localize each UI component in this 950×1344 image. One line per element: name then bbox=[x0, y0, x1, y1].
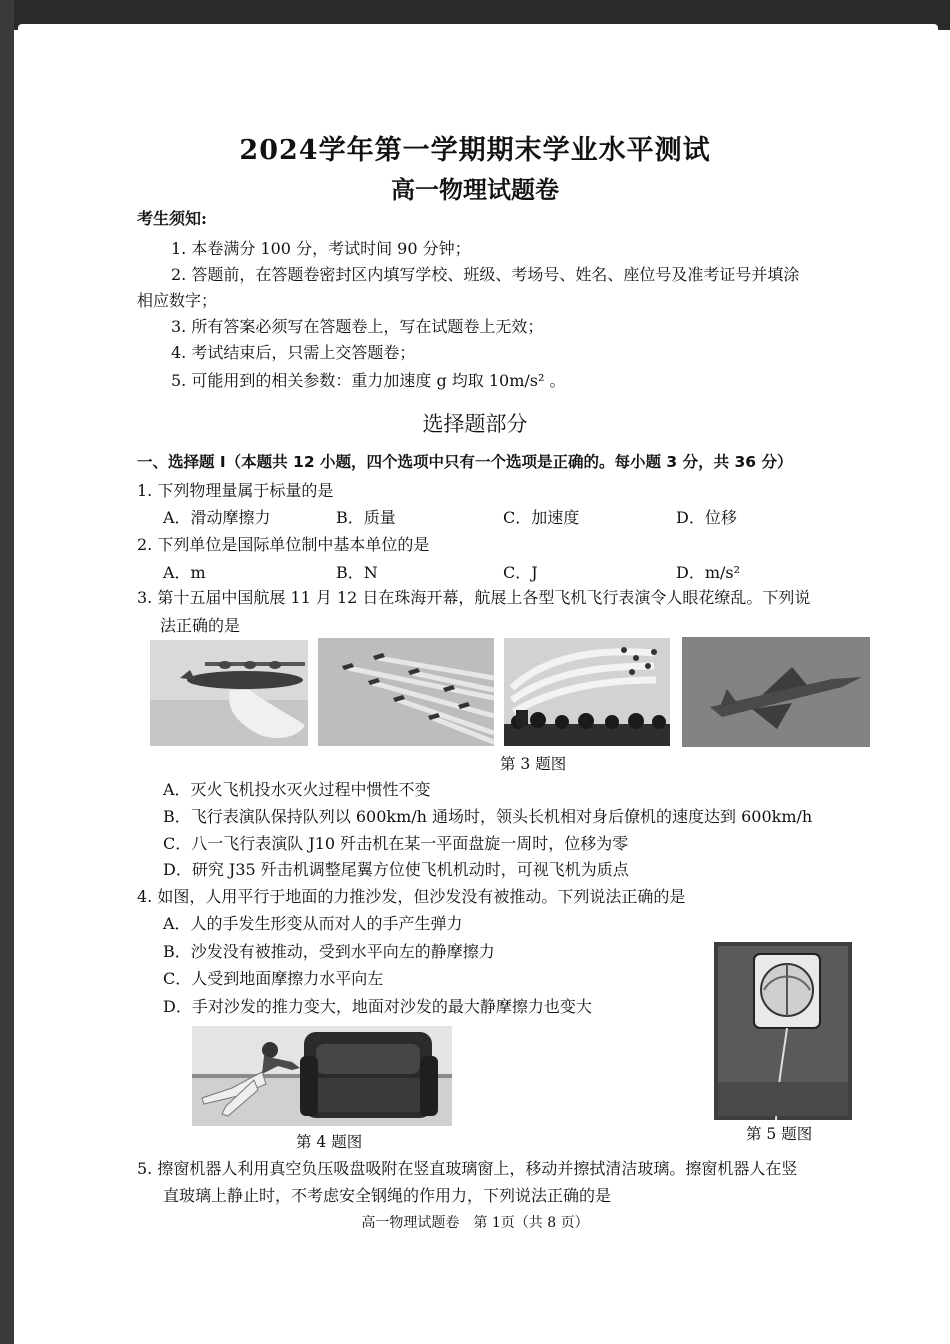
q5-stem-line2: 直玻璃上静止时，不考虑安全钢绳的作用力，下列说法正确的是 bbox=[163, 1186, 612, 1205]
q2-option-b: B．N bbox=[336, 563, 378, 582]
q3-photo-formation-flight bbox=[318, 638, 494, 746]
q4-option-c: C．人受到地面摩擦力水平向左 bbox=[163, 969, 384, 988]
q2-stem: 2. 下列单位是国际单位制中基本单位的是 bbox=[137, 535, 430, 554]
q3-photo-j35-fighter bbox=[682, 637, 870, 747]
q3-photo-firefighting-plane bbox=[150, 640, 308, 746]
notice-item-1: 1. 本卷满分 100 分，考试时间 90 分钟； bbox=[171, 239, 471, 258]
q4-figure-caption: 第 4 题图 bbox=[296, 1133, 363, 1151]
q2-option-c: C．J bbox=[503, 563, 538, 582]
q4-option-a: A．人的手发生形变从而对人的手产生弹力 bbox=[163, 914, 463, 933]
q4-option-d: D．手对沙发的推力变大，地面对沙发的最大静摩擦力也变大 bbox=[163, 997, 592, 1016]
section-title: 选择题部分 bbox=[422, 412, 528, 436]
q4-option-b: B．沙发没有被推动，受到水平向左的静摩擦力 bbox=[163, 942, 495, 961]
notice-item-2-cont: 相应数字； bbox=[137, 291, 218, 310]
q5-photo-window-robot bbox=[714, 942, 852, 1120]
q4-photo-pushing-sofa bbox=[192, 1026, 452, 1126]
q2-option-a: A．m bbox=[163, 563, 206, 582]
q3-stem-line2: 法正确的是 bbox=[160, 616, 241, 635]
notice-item-2: 2. 答题前，在答题卷密封区内填写学校、班级、考场号、姓名、座位号及准考证号并填涂 bbox=[171, 265, 800, 284]
q3-option-c: C．八一飞行表演队 J10 歼击机在某一平面盘旋一周时，位移为零 bbox=[163, 834, 629, 853]
page-footer: 高一物理试题卷 第 1页（共 8 页） bbox=[361, 1215, 589, 1231]
notice-item-4: 4. 考试结束后，只需上交答题卷； bbox=[171, 343, 416, 362]
q3-stem-line1: 3. 第十五届中国航展 11 月 12 日在珠海开幕，航展上各型飞机飞行表演令人眼花缭乱。下列说 bbox=[137, 588, 811, 607]
notice-item-3: 3. 所有答案必须写在答题卷上，写在试题卷上无效； bbox=[171, 317, 544, 336]
q1-option-d: D．位移 bbox=[676, 508, 737, 527]
q5-stem-line1: 5. 擦窗机器人利用真空负压吸盘吸附在竖直玻璃窗上，移动并擦拭清洁玻璃。擦窗机器人在竖 bbox=[137, 1159, 798, 1178]
q1-option-b: B．质量 bbox=[336, 508, 396, 527]
q3-figure-caption: 第 3 题图 bbox=[500, 755, 567, 773]
q3-photo-aerobatic-smoke bbox=[504, 638, 670, 746]
q5-figure-caption: 第 5 题图 bbox=[746, 1125, 813, 1143]
notice-heading: 考生须知: bbox=[137, 209, 207, 228]
part-heading: 一、选择题 I（本题共 12 小题，四个选项中只有一个选项是正确的。每小题 3 分，共 36 分） bbox=[137, 453, 793, 471]
exam-subtitle: 高一物理试题卷 bbox=[391, 176, 559, 204]
q4-stem: 4. 如图，人用平行于地面的力推沙发，但沙发没有被推动。下列说法正确的是 bbox=[137, 887, 686, 906]
exam-title: 2024学年第一学期期末学业水平测试 bbox=[239, 135, 711, 166]
q1-option-a: A．滑动摩擦力 bbox=[163, 508, 271, 527]
q2-option-d: D．m/s² bbox=[676, 563, 741, 582]
q1-stem: 1. 下列物理量属于标量的是 bbox=[137, 481, 334, 500]
q3-option-b: B．飞行表演队保持队列以 600km/h 通场时，领头长机相对身后僚机的速度达到 600km/h bbox=[163, 807, 813, 826]
q3-option-a: A．灭火飞机投水灭火过程中惯性不变 bbox=[163, 780, 431, 799]
notice-item-5: 5. 可能用到的相关参数：重力加速度 g 均取 10m/s² 。 bbox=[171, 371, 566, 390]
q1-option-c: C．加速度 bbox=[503, 508, 580, 527]
q3-option-d: D．研究 J35 歼击机调整尾翼方位使飞机机动时，可视飞机为质点 bbox=[163, 860, 629, 879]
